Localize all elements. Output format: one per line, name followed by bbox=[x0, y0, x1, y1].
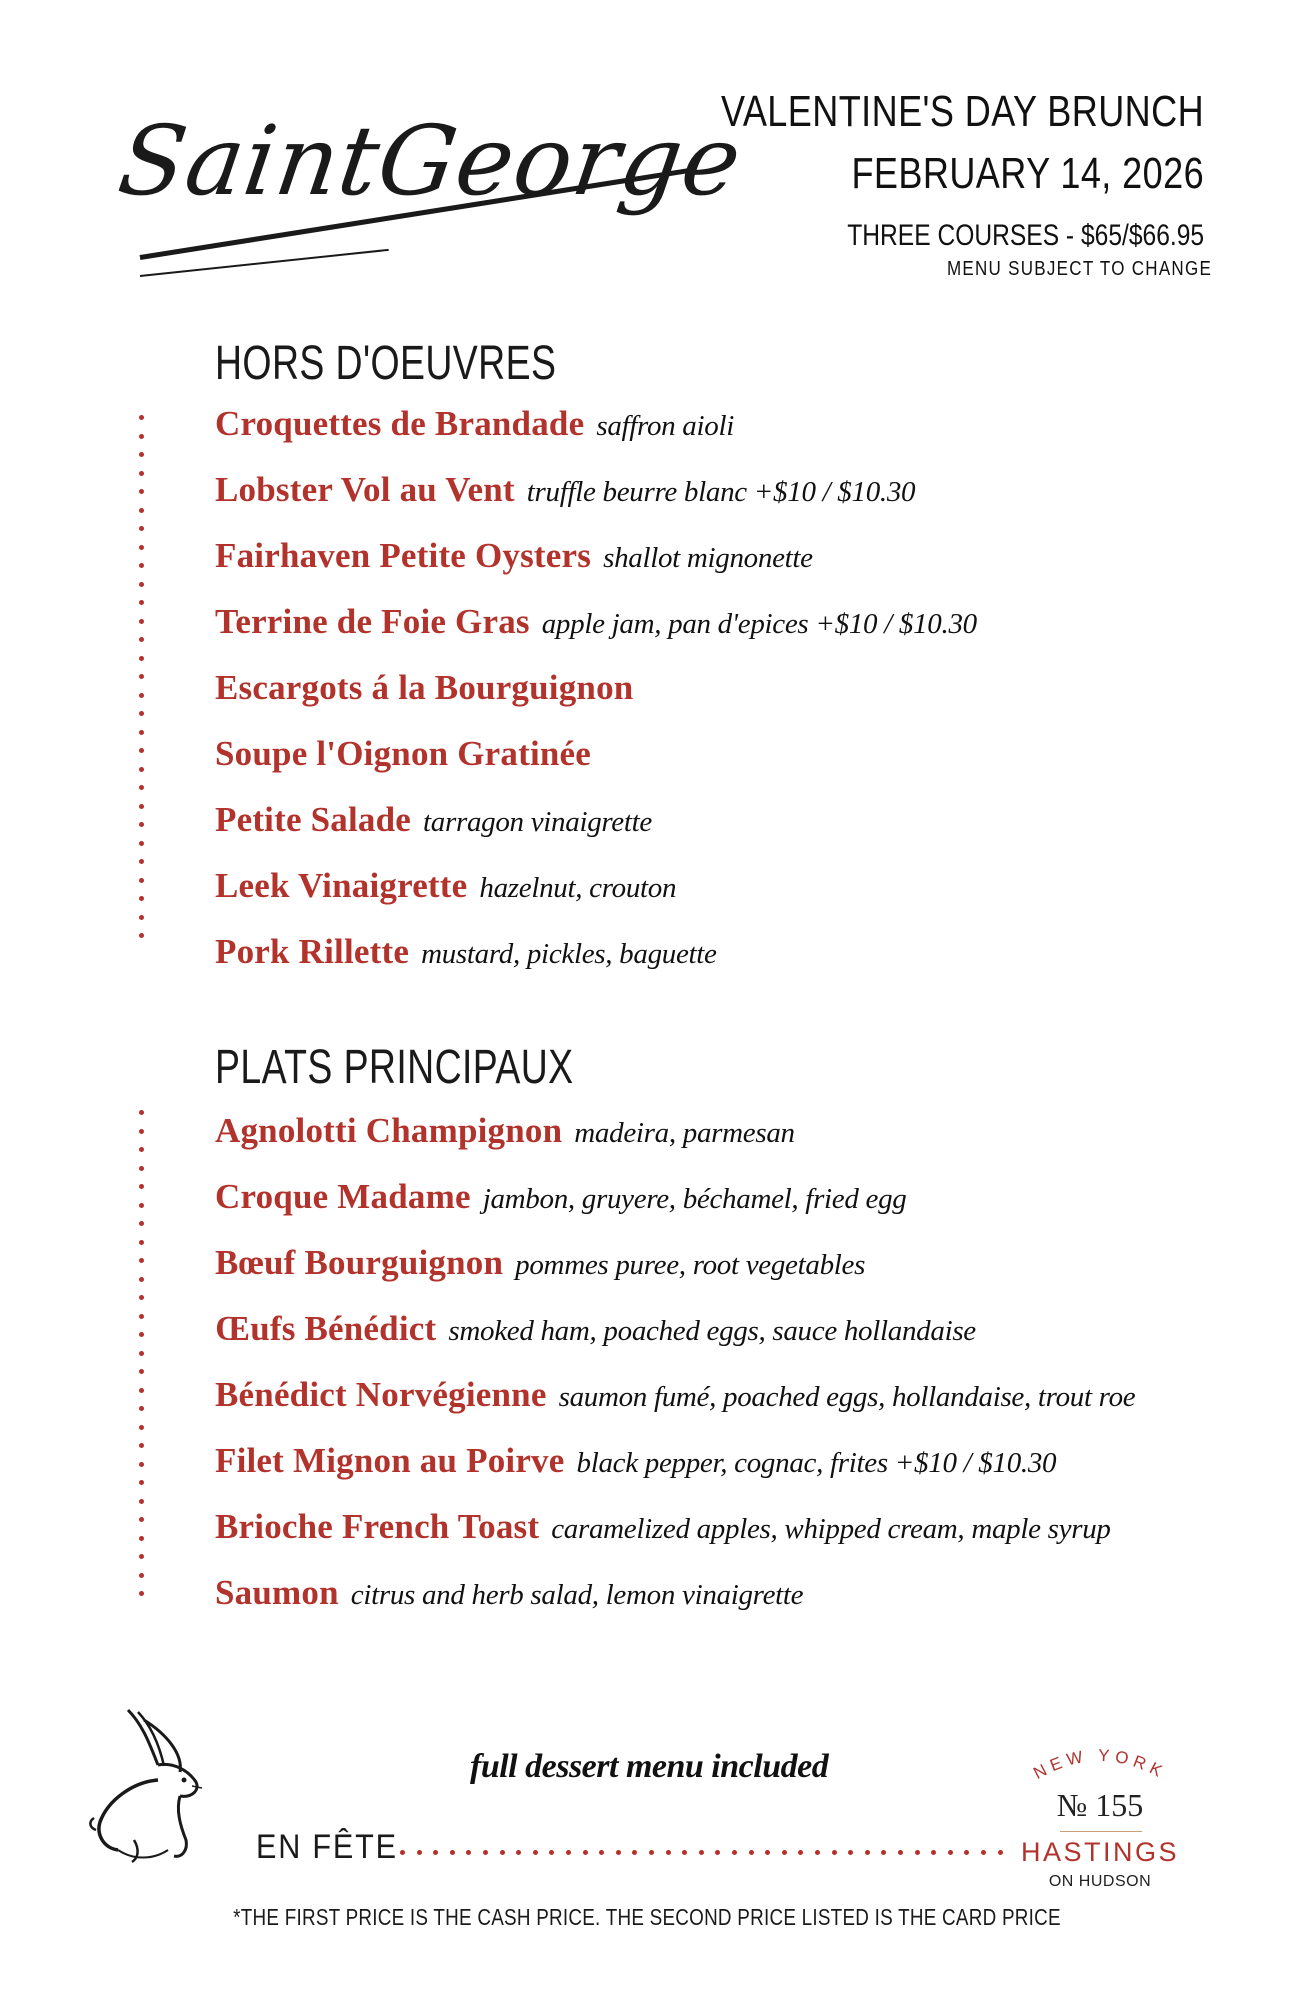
section-divider-dots bbox=[139, 415, 145, 945]
menu-item-description: shallot mignonette bbox=[603, 542, 813, 574]
divider-dot bbox=[139, 1369, 144, 1374]
divider-dot bbox=[139, 859, 144, 864]
menu-item-name: Filet Mignon au Poirve bbox=[215, 1441, 565, 1480]
leader-dot bbox=[964, 1850, 969, 1855]
menu-item-description: pommes puree, root vegetables bbox=[515, 1249, 866, 1281]
menu-item bbox=[215, 866, 1275, 932]
leader-dot bbox=[400, 1850, 405, 1855]
leader-dot bbox=[466, 1850, 471, 1855]
menu-item-name: Fairhaven Petite Oysters bbox=[215, 536, 592, 575]
menu-note: MENU SUBJECT TO CHANGE bbox=[946, 258, 1212, 280]
divider-dot bbox=[139, 637, 144, 642]
divider-dot bbox=[139, 452, 144, 457]
menu-item-description: madeira, parmesan bbox=[574, 1117, 795, 1149]
menu-item-name: Bénédict Norvégienne bbox=[215, 1375, 547, 1414]
divider-dot bbox=[139, 1425, 144, 1430]
en-fete-dot-leader bbox=[400, 1850, 1000, 1856]
divider-dot bbox=[139, 1203, 144, 1208]
menu-item-name: Leek Vinaigrette bbox=[215, 866, 468, 905]
leader-dot bbox=[599, 1850, 604, 1855]
leader-dot bbox=[782, 1850, 787, 1855]
divider-dot bbox=[139, 1499, 144, 1504]
leader-dot bbox=[832, 1850, 837, 1855]
menu-date: FEBRUARY 14, 2026 bbox=[851, 149, 1204, 198]
menu-item-description: caramelized apples, whipped cream, maple syrup bbox=[551, 1513, 1111, 1545]
divider-dot bbox=[139, 1258, 144, 1263]
menu-item-name: Petite Salade bbox=[215, 800, 412, 839]
menu-item-name: Pork Rillette bbox=[215, 932, 410, 971]
leader-dot bbox=[749, 1850, 754, 1855]
menu-item-description: hazelnut, crouton bbox=[479, 872, 677, 904]
section-divider-dots bbox=[139, 1110, 145, 1600]
badge-new-york-arc bbox=[1020, 1745, 1180, 1785]
leader-dot bbox=[566, 1850, 571, 1855]
price-footnote: *THE FIRST PRICE IS THE CASH PRICE. THE SECOND PRICE LISTED IS THE CARD PRICE bbox=[233, 1904, 1061, 1930]
leader-dot bbox=[732, 1850, 737, 1855]
divider-dot bbox=[139, 711, 144, 716]
menu-item bbox=[215, 668, 1275, 734]
menu-item bbox=[215, 1111, 1275, 1177]
menu-item-description: black pepper, cognac, frites +$10 / $10.30 bbox=[576, 1447, 1057, 1479]
leader-dot bbox=[898, 1850, 903, 1855]
divider-dot bbox=[139, 526, 144, 531]
badge-top-text: NEW YORK bbox=[1030, 1745, 1170, 1783]
menu-item-name: Terrine de Foie Gras bbox=[215, 602, 530, 641]
divider-dot bbox=[139, 693, 144, 698]
divider-dot bbox=[139, 1221, 144, 1226]
menu-item-description: apple jam, pan d'epices +$10 / $10.30 bbox=[541, 608, 977, 640]
divider-dot bbox=[139, 730, 144, 735]
menu-item bbox=[215, 1573, 1275, 1639]
rabbit-illustration-icon bbox=[88, 1700, 238, 1870]
section-title-hors-doeuvres: HORS D'OEUVRES bbox=[215, 337, 557, 390]
divider-dot bbox=[139, 1536, 144, 1541]
menu-item-name: Saumon bbox=[215, 1573, 339, 1612]
divider-dot bbox=[139, 841, 144, 846]
divider-dot bbox=[139, 933, 144, 938]
divider-dot bbox=[139, 600, 144, 605]
menu-item bbox=[215, 1243, 1275, 1309]
divider-dot bbox=[139, 471, 144, 476]
menu-item bbox=[215, 1309, 1275, 1375]
divider-dot bbox=[139, 1517, 144, 1522]
section-title-plats-principaux: PLATS PRINCIPAUX bbox=[215, 1041, 574, 1094]
leader-dot bbox=[682, 1850, 687, 1855]
divider-dot bbox=[139, 1591, 144, 1596]
divider-dot bbox=[139, 563, 144, 568]
divider-dot bbox=[139, 1166, 144, 1171]
menu-item bbox=[215, 470, 1275, 536]
leader-dot bbox=[649, 1850, 654, 1855]
leader-dot bbox=[516, 1850, 521, 1855]
leader-dot bbox=[948, 1850, 953, 1855]
menu-title: VALENTINE'S DAY BRUNCH bbox=[720, 87, 1204, 136]
divider-dot bbox=[139, 1110, 144, 1115]
divider-dot bbox=[139, 1240, 144, 1245]
leader-dot bbox=[549, 1850, 554, 1855]
leader-dot bbox=[417, 1850, 422, 1855]
divider-dot bbox=[139, 619, 144, 624]
menu-item bbox=[215, 404, 1275, 470]
divider-dot bbox=[139, 674, 144, 679]
menu-item bbox=[215, 1177, 1275, 1243]
leader-dot bbox=[450, 1850, 455, 1855]
leader-dot bbox=[699, 1850, 704, 1855]
hastings-badge bbox=[1020, 1745, 1180, 1895]
leader-dot bbox=[533, 1850, 538, 1855]
divider-dot bbox=[139, 896, 144, 901]
menu-item-description: truffle beurre blanc +$10 / $10.30 bbox=[526, 476, 916, 508]
menu-item-name: Bœuf Bourguignon bbox=[215, 1243, 504, 1282]
leader-dot bbox=[798, 1850, 803, 1855]
menu-price: THREE COURSES - $65/$66.95 bbox=[847, 219, 1204, 252]
leader-dot bbox=[881, 1850, 886, 1855]
divider-dot bbox=[139, 1554, 144, 1559]
menu-item-description: jambon, gruyere, béchamel, fried egg bbox=[482, 1183, 907, 1215]
menu-item-description: citrus and herb salad, lemon vinaigrette bbox=[350, 1579, 804, 1611]
divider-dot bbox=[139, 508, 144, 513]
divider-dot bbox=[139, 1184, 144, 1189]
plats-principaux-list bbox=[215, 1111, 1275, 1639]
menu-item-name: Agnolotti Champignon bbox=[215, 1111, 563, 1150]
divider-dot bbox=[139, 1443, 144, 1448]
menu-item-name: Soupe l'Oignon Gratinée bbox=[215, 734, 592, 773]
leader-dot bbox=[865, 1850, 870, 1855]
menu-item-name: Brioche French Toast bbox=[215, 1507, 540, 1546]
divider-dot bbox=[139, 1314, 144, 1319]
menu-item bbox=[215, 602, 1275, 668]
menu-item-name: Croquettes de Brandade bbox=[215, 404, 585, 443]
leader-dot bbox=[715, 1850, 720, 1855]
divider-dot bbox=[139, 1388, 144, 1393]
leader-dot bbox=[500, 1850, 505, 1855]
menu-item-description: smoked ham, poached eggs, sauce hollandaise bbox=[448, 1315, 976, 1347]
leader-dot bbox=[616, 1850, 621, 1855]
menu-item-description: saumon fumé, poached eggs, hollandaise, trout roe bbox=[558, 1381, 1136, 1413]
leader-dot bbox=[632, 1850, 637, 1855]
leader-dot bbox=[483, 1850, 488, 1855]
divider-dot bbox=[139, 767, 144, 772]
leader-dot bbox=[815, 1850, 820, 1855]
divider-dot bbox=[139, 1295, 144, 1300]
leader-dot bbox=[848, 1850, 853, 1855]
leader-dot bbox=[765, 1850, 770, 1855]
leader-dot bbox=[931, 1850, 936, 1855]
menu-item-name: Croque Madame bbox=[215, 1177, 471, 1216]
hors-doeuvres-list bbox=[215, 404, 1275, 998]
menu-item bbox=[215, 1507, 1275, 1573]
menu-item-description: saffron aioli bbox=[596, 410, 734, 442]
divider-dot bbox=[139, 915, 144, 920]
badge-city: HASTINGS bbox=[1020, 1837, 1180, 1867]
divider-dot bbox=[139, 785, 144, 790]
divider-dot bbox=[139, 1573, 144, 1578]
divider-dot bbox=[139, 822, 144, 827]
menu-item bbox=[215, 734, 1275, 800]
divider-dot bbox=[139, 1147, 144, 1152]
divider-dot bbox=[139, 804, 144, 809]
divider-dot bbox=[139, 1351, 144, 1356]
leader-dot bbox=[433, 1850, 438, 1855]
divider-dot bbox=[139, 1480, 144, 1485]
divider-dot bbox=[139, 434, 144, 439]
logo-wordmark: SaintGeorge bbox=[112, 105, 749, 217]
en-fete-label: EN FÊTE bbox=[256, 1828, 398, 1866]
leader-dot bbox=[998, 1850, 1003, 1855]
divider-dot bbox=[139, 1277, 144, 1282]
menu-item bbox=[215, 1441, 1275, 1507]
menu-item bbox=[215, 800, 1275, 866]
divider-dot bbox=[139, 1406, 144, 1411]
menu-item-name: Œufs Bénédict bbox=[215, 1309, 437, 1348]
menu-item-name: Escargots á la Bourguignon bbox=[215, 668, 634, 707]
leader-dot bbox=[981, 1850, 986, 1855]
menu-item bbox=[215, 932, 1275, 998]
divider-dot bbox=[139, 1332, 144, 1337]
leader-dot bbox=[915, 1850, 920, 1855]
menu-header bbox=[615, 82, 1212, 281]
menu-item bbox=[215, 536, 1275, 602]
divider-dot bbox=[139, 415, 144, 420]
divider-dot bbox=[139, 545, 144, 550]
badge-sub: ON HUDSON bbox=[1048, 1873, 1152, 1890]
divider-dot bbox=[139, 748, 144, 753]
menu-item-description: mustard, pickles, baguette bbox=[421, 938, 717, 970]
divider-dot bbox=[139, 1462, 144, 1467]
badge-divider bbox=[1060, 1831, 1142, 1832]
divider-dot bbox=[139, 489, 144, 494]
dessert-note: full dessert menu included bbox=[470, 1748, 829, 1785]
leader-dot bbox=[666, 1850, 671, 1855]
divider-dot bbox=[139, 582, 144, 587]
divider-dot bbox=[139, 656, 144, 661]
divider-dot bbox=[139, 878, 144, 883]
menu-item bbox=[215, 1375, 1275, 1441]
leader-dot bbox=[583, 1850, 588, 1855]
svg-text:NEW YORK bbox=[1030, 1746, 1169, 1783]
menu-item-description: tarragon vinaigrette bbox=[423, 806, 652, 838]
badge-number: № 155 bbox=[1056, 1787, 1144, 1823]
divider-dot bbox=[139, 1129, 144, 1134]
menu-item-name: Lobster Vol au Vent bbox=[215, 470, 515, 509]
